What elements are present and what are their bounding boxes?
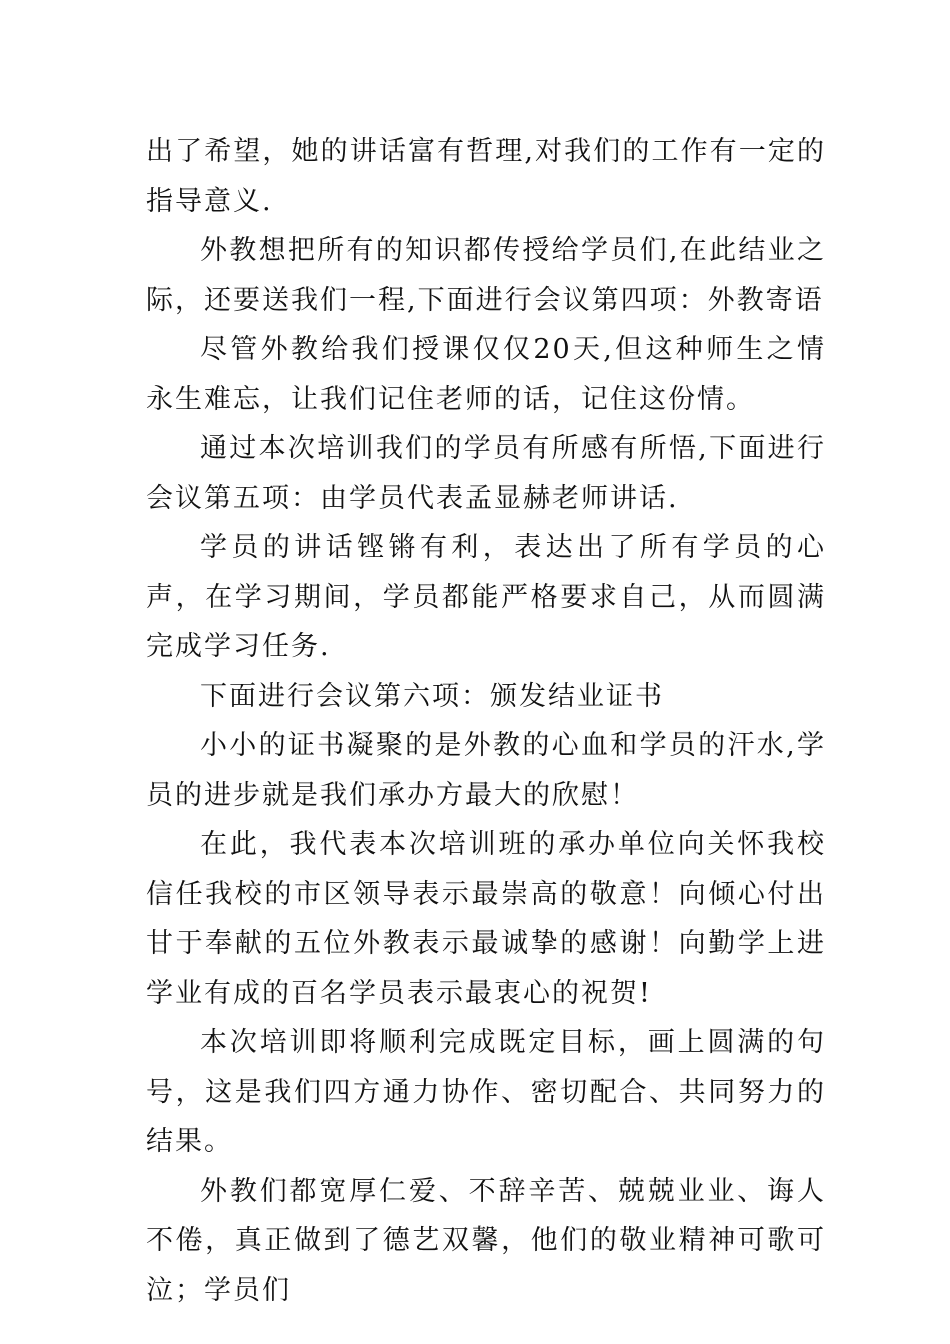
paragraph-1: 出了希望，她的讲话富有哲理,对我们的工作有一定的指导意义. [146,136,826,217]
paragraph-8: 在此，我代表本次培训班的承办单位向关怀我校信任我校的市区领导表示最崇高的敬意！向倾心付出甘于奉献的五位外教表示最诚挚的感谢！向勤学上进学业有成的百名学员表示最衷心的祝贺! [146,829,826,1009]
paragraph-10: 外教们都宽厚仁爱、不辞辛苦、兢兢业业、诲人不倦，真正做到了德艺双馨，他们的敬业精神可歌可泣；学员们 [146,1175,826,1306]
paragraph-3: 尽管外教给我们授课仅仅20天,但这种师生之情永生难忘，让我们记住老师的话，记住这份情。 [146,334,826,415]
paragraph-7: 小小的证书凝聚的是外教的心血和学员的汗水,学员的进步就是我们承办方最大的欣慰！ [146,730,826,811]
paragraph-2: 外教想把所有的知识都传授给学员们,在此结业之际，还要送我们一程,下面进行会议第四项：外教寄语 [146,235,826,316]
paragraph-5: 学员的讲话铿锵有利，表达出了所有学员的心声，在学习期间，学员都能严格要求自己，从而圆满完成学习任务. [146,532,826,662]
paragraph-6: 下面进行会议第六项：颁发结业证书 [200,680,664,712]
paragraph-9: 本次培训即将顺利完成既定目标，画上圆满的句号，这是我们四方通力协作、密切配合、共同努力的结果。 [146,1027,826,1157]
paragraph-4: 通过本次培训我们的学员有所感有所悟,下面进行会议第五项：由学员代表孟显赫老师讲话. [146,433,826,514]
document-body [146,127,826,1315]
